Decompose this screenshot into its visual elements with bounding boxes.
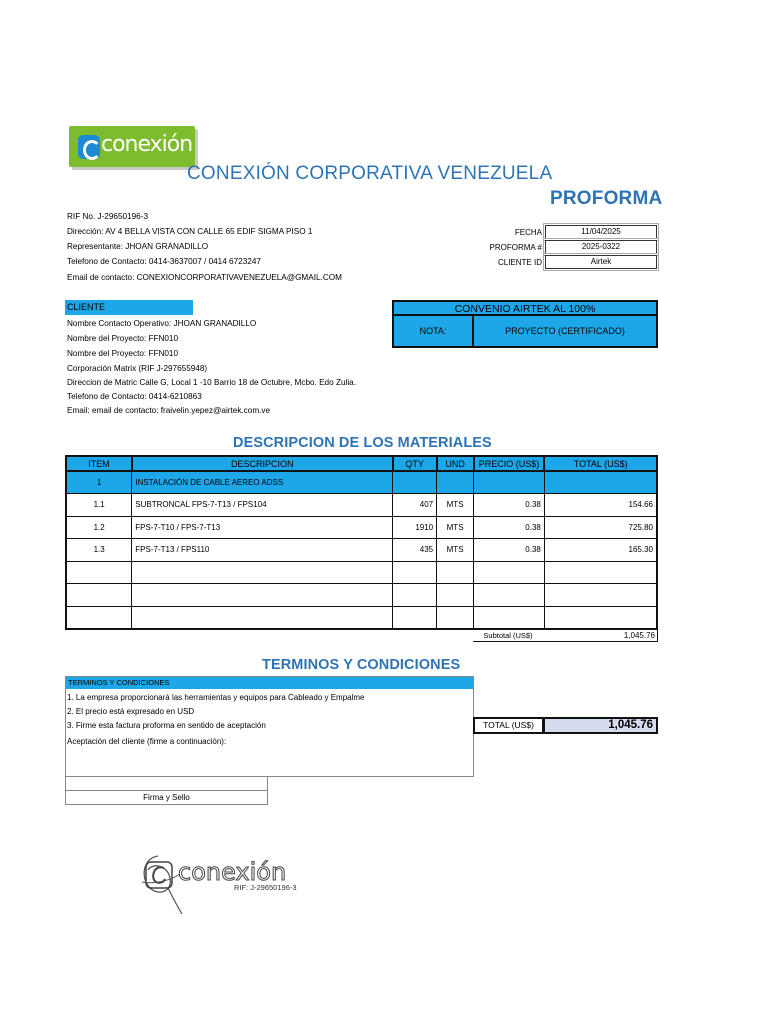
proforma-number-label: PROFORMA #: [489, 243, 542, 252]
table-row: [66, 471, 657, 494]
signature-box: [65, 777, 268, 805]
convenio-nota-value: PROYECTO (CERTIFICADO): [505, 326, 625, 336]
company-logo: [69, 126, 195, 167]
stamp-graphic: [138, 848, 313, 916]
cell-qty: 435: [393, 539, 437, 562]
table-row: [66, 584, 657, 607]
cell-desc: [132, 606, 393, 629]
cell-und: [437, 606, 474, 629]
total-label: TOTAL (US$): [473, 717, 544, 734]
company-address: Dirección: AV 4 BELLA VISTA CON CALLE 65 EDIF SIGMA PISO 1: [67, 227, 313, 236]
table-row: [66, 561, 657, 584]
materials-title: DESCRIPCION DE LOS MATERIALES: [233, 435, 492, 451]
company-name: CONEXIÓN CORPORATIVA VENEZUELA: [187, 163, 553, 184]
cell-qty: 407: [393, 494, 437, 517]
subtotal-value: 1,045.76: [543, 629, 658, 642]
cell-item: 1.1: [66, 494, 132, 517]
convenio-title: CONVENIO AIRTEK AL 100%: [394, 302, 656, 316]
subtotal-label: Subtotal (US$): [473, 629, 543, 642]
client-line: Corporación Matrix (RIF J-297655948): [67, 364, 208, 373]
client-line: Nombre del Proyecto: FFN010: [67, 349, 179, 358]
col-und-header: UND: [437, 456, 474, 471]
cell-total: [544, 584, 657, 607]
cell-und: MTS: [437, 494, 474, 517]
cell-price: [474, 606, 545, 629]
terms-line: Aceptación del cliente (firme a continuación):: [67, 737, 227, 746]
table-row: [66, 516, 657, 539]
cell-desc: FPS-7-T13 / FPS110: [132, 539, 393, 562]
logo-text: conexión: [101, 132, 193, 157]
cell-desc: FPS-7-T10 / FPS-7-T13: [132, 516, 393, 539]
terms-line: 3. Firme esta factura proforma en sentido de aceptación: [67, 721, 266, 730]
col-desc-header: DESCRIPCION: [132, 456, 393, 471]
company-representative: Representante: JHOAN GRANADILLO: [67, 242, 209, 251]
doc-title: PROFORMA: [550, 188, 663, 209]
client-line: Direccion de Matric Calle G, Local 1 -10 Barrio 18 de Octubre, Mcbo. Edo Zulia.: [67, 378, 356, 387]
cell-und: [437, 584, 474, 607]
cell-price: [474, 584, 545, 607]
cell-item: 1.3: [66, 539, 132, 562]
col-price-header: PRECIO (US$): [474, 456, 545, 471]
fecha-label: FECHA: [514, 228, 542, 237]
cell-item: 1: [66, 471, 132, 494]
cell-desc: [132, 584, 393, 607]
cell-und: MTS: [437, 539, 474, 562]
client-line: Nombre Contacto Operativo: JHOAN GRANADILLO: [67, 319, 257, 328]
cell-qty: [393, 584, 437, 607]
cell-price: [474, 561, 545, 584]
logo-c-icon: [78, 135, 100, 159]
cell-item: [66, 606, 132, 629]
convenio-nota-label: NOTA:: [394, 316, 474, 346]
client-line: Nombre del Proyecto: FFN010: [67, 334, 179, 343]
table-row: [66, 494, 657, 517]
cell-total: [544, 471, 657, 494]
terms-header: TERMINOS Y CONDICIONES: [66, 677, 473, 689]
cell-total: 165.30: [544, 539, 657, 562]
terms-line: 1. La empresa proporcionará las herramientas y equipos para Cableado y Empalme: [67, 693, 365, 702]
proforma-number-value: 2025-0322: [545, 240, 657, 254]
client-line: Telefono de Contacto: 0414-6210863: [67, 392, 202, 401]
cell-item: [66, 584, 132, 607]
client-line: Email: email de contacto: fraivelin.yepez@airtek.com.ve: [67, 406, 271, 415]
col-total-header: TOTAL (US$): [544, 456, 657, 471]
cell-total: [544, 606, 657, 629]
company-rif: RIF No. J-29650196-3: [67, 212, 149, 221]
cell-desc: SUBTRONCAL FPS-7-T13 / FPS104: [132, 494, 393, 517]
cell-price: 0.38: [474, 494, 545, 517]
table-header-row: [66, 456, 657, 471]
cell-price: 0.38: [474, 516, 545, 539]
stamp-rif: RIF: J-29650196-3: [234, 883, 297, 892]
company-email: Email de contacto: CONEXIONCORPORATIVAVENEZUELA@GMAIL.COM: [67, 273, 342, 282]
cell-total: 725.80: [544, 516, 657, 539]
cell-qty: 1910: [393, 516, 437, 539]
col-item-header: ITEM: [66, 456, 132, 471]
cell-price: [474, 471, 545, 494]
cell-desc: INSTALACIÓN DE CABLE AEREO ADSS: [132, 471, 393, 494]
cell-item: 1.2: [66, 516, 132, 539]
cell-qty: [393, 471, 437, 494]
signature-label: Firma y Sello: [143, 793, 190, 802]
cell-qty: [393, 561, 437, 584]
cell-price: 0.38: [474, 539, 545, 562]
terms-line: 2. El precio está expresado en USD: [67, 707, 195, 716]
table-row: [66, 539, 657, 562]
company-stamp: [138, 848, 313, 916]
signature-line: [66, 790, 267, 791]
cell-total: 154.66: [544, 494, 657, 517]
terms-title: TERMINOS Y CONDICIONES: [262, 657, 461, 673]
cell-total: [544, 561, 657, 584]
cell-und: MTS: [437, 516, 474, 539]
cliente-id-value: Airtek: [545, 255, 657, 269]
table-row: [66, 606, 657, 629]
cell-item: [66, 561, 132, 584]
cell-desc: [132, 561, 393, 584]
fecha-value: 11/04/2025: [545, 225, 657, 239]
cliente-id-label: CLIENTE ID: [497, 258, 542, 267]
cell-und: [437, 471, 474, 494]
cell-qty: [393, 606, 437, 629]
cell-und: [437, 561, 474, 584]
terms-box: [65, 676, 474, 777]
materials-table: [65, 455, 658, 630]
client-header: CLIENTE: [65, 300, 193, 315]
total-value: 1,045.76: [543, 717, 658, 734]
col-qty-header: QTY: [393, 456, 437, 471]
company-phone: Telefono de Contacto: 0414-3637007 / 0414 6723247: [67, 257, 261, 266]
stamp-text: conexión: [178, 858, 287, 886]
convenio-box: [392, 300, 658, 348]
